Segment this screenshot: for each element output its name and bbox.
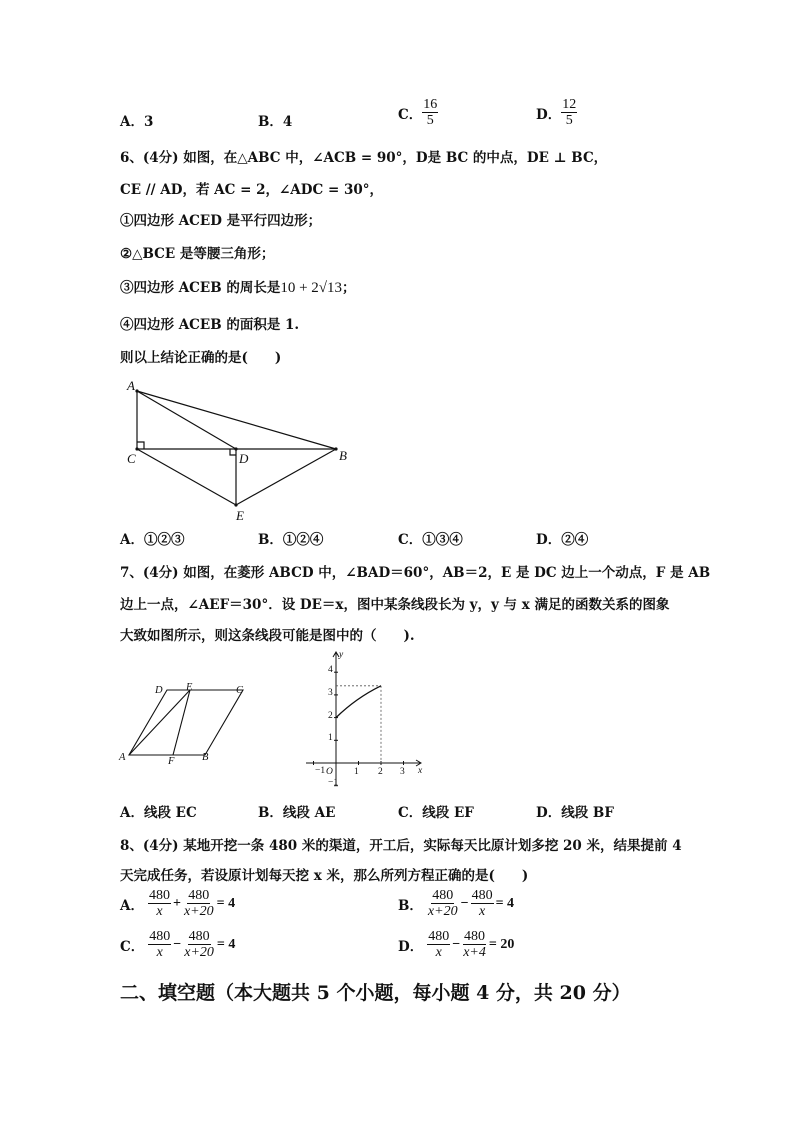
option-label: D． bbox=[536, 106, 562, 123]
point-label-d: D bbox=[239, 451, 249, 466]
option-value: ①②④ bbox=[282, 532, 324, 548]
q6-statement-3 bbox=[120, 276, 356, 297]
option-value: 线段 BF bbox=[561, 805, 614, 821]
option-label: B． bbox=[258, 532, 283, 548]
option-value: 3 bbox=[143, 114, 154, 130]
q7-option-b bbox=[258, 801, 335, 821]
operator: − bbox=[173, 936, 182, 952]
point-label-a: A bbox=[119, 752, 126, 763]
x-tick-label: 2 bbox=[378, 767, 383, 777]
x-tick-label: −1 bbox=[315, 766, 326, 776]
option-label: C． bbox=[120, 938, 145, 955]
denominator: 5 bbox=[565, 113, 573, 128]
option-value: ②④ bbox=[561, 532, 589, 548]
option-label: C． bbox=[398, 532, 423, 548]
q7-rhombus-figure bbox=[115, 680, 255, 770]
rhs: = 4 bbox=[495, 895, 515, 911]
y-tick-label: 4 bbox=[328, 665, 333, 675]
fraction bbox=[561, 97, 577, 128]
y-tick-label: −1 bbox=[328, 778, 339, 788]
q6-question: 则以上结论正确的是( ) bbox=[120, 350, 282, 366]
point-label-b: B bbox=[202, 752, 209, 763]
option-label: B． bbox=[398, 897, 423, 914]
point-label-b: B bbox=[339, 448, 347, 463]
numerator: 480 bbox=[471, 888, 493, 903]
numerator: 12 bbox=[562, 97, 577, 112]
q5-option-a bbox=[120, 110, 153, 130]
option-label: B． bbox=[258, 114, 283, 130]
numerator: 480 bbox=[188, 888, 210, 903]
option-value: 4 bbox=[282, 114, 293, 130]
y-tick-label: 1 bbox=[328, 733, 333, 743]
point-label-a: A bbox=[127, 378, 135, 393]
q8-option-d bbox=[398, 929, 514, 960]
option-label: D． bbox=[536, 532, 562, 548]
rhs: = 4 bbox=[216, 895, 236, 911]
q6-option-a bbox=[120, 528, 184, 548]
point-label-c: C bbox=[127, 451, 136, 466]
q8-option-c bbox=[120, 929, 235, 960]
numerator: 16 bbox=[423, 97, 438, 112]
denominator: x bbox=[156, 904, 163, 919]
point-label-e: E bbox=[186, 682, 193, 693]
y-axis-label: y bbox=[339, 650, 344, 660]
q8-option-b bbox=[398, 888, 514, 919]
option-label: A． bbox=[120, 532, 144, 548]
q6-statement-1: ①四边形 ACED 是平行四边形； bbox=[120, 213, 322, 229]
option-label: A． bbox=[120, 897, 144, 914]
function-curve bbox=[336, 686, 381, 718]
denominator: x+4 bbox=[463, 945, 486, 960]
q7-stem-line2: 边上一点，∠AEF＝30°．设 DE＝x，图中某条线段长为 y，y 与 x 满足的函数关系的图象 bbox=[120, 597, 670, 613]
equation bbox=[148, 929, 235, 960]
numerator: 480 bbox=[188, 929, 210, 944]
q7-option-c bbox=[398, 801, 474, 821]
denominator: x+20 bbox=[183, 904, 214, 919]
denominator: x bbox=[478, 904, 486, 919]
rhs: = 4 bbox=[216, 936, 236, 952]
x-tick-label: 3 bbox=[400, 767, 405, 777]
option-label: A． bbox=[120, 114, 144, 130]
q7-option-d bbox=[536, 801, 614, 821]
rhombus-abcd bbox=[129, 690, 243, 755]
origin-label: O bbox=[326, 767, 333, 777]
q6-statement-4: ④四边形 ACEB 的面积是 1. bbox=[120, 317, 300, 333]
q8-stem-line2: 天完成任务，若设原计划每天挖 x 米，那么所列方程正确的是( ) bbox=[120, 868, 529, 884]
segment-eb bbox=[236, 449, 336, 505]
equation bbox=[427, 929, 514, 960]
point-label-f: F bbox=[168, 756, 175, 767]
point-label-c: C bbox=[236, 685, 244, 696]
denominator: x bbox=[435, 945, 442, 960]
numerator: 480 bbox=[428, 929, 450, 944]
segment-ab bbox=[137, 391, 336, 449]
q8-stem-line1: 8、(4分) 某地开挖一条 480 米的渠道，开工后，实际每天比原计划多挖 20 米，结果提前 4 bbox=[120, 838, 682, 854]
option-label: D． bbox=[536, 805, 562, 821]
q7-stem-line3: 大致如图所示，则这条线段可能是图中的（ ). bbox=[120, 628, 415, 644]
q6-figure bbox=[118, 375, 358, 525]
q7-function-graph bbox=[300, 648, 430, 790]
option-label: D． bbox=[398, 938, 424, 955]
q5-option-c bbox=[398, 97, 438, 128]
equation bbox=[148, 888, 235, 919]
option-label: C． bbox=[398, 805, 423, 821]
denominator: x+20 bbox=[184, 945, 214, 960]
x-axis-label: x bbox=[418, 766, 423, 776]
y-tick-label: 3 bbox=[328, 688, 333, 698]
numerator: 480 bbox=[464, 929, 486, 944]
point-label-e: E bbox=[236, 508, 244, 523]
denominator: 5 bbox=[426, 113, 434, 128]
option-label: B． bbox=[258, 805, 283, 821]
option-value: ①②③ bbox=[143, 532, 185, 548]
q8-option-a bbox=[120, 888, 235, 919]
operator: + bbox=[172, 895, 181, 911]
numerator: 480 bbox=[432, 888, 454, 903]
q7-stem-line1: 7、(4分) 如图，在菱形 ABCD 中，∠BAD＝60°，AB＝2，E 是 DC 边上一个动点，F 是 AB bbox=[120, 565, 711, 581]
section-heading-fill-in-blank: 二、填空题（本大题共 5 个小题，每小题 4 分，共 20 分） bbox=[120, 982, 631, 1004]
q5-option-b bbox=[258, 110, 292, 130]
q6-statement-2: ②△BCE 是等腰三角形； bbox=[120, 246, 275, 262]
point-label-d: D bbox=[155, 685, 163, 696]
q6-option-b bbox=[258, 528, 323, 548]
segment-ce bbox=[137, 449, 236, 505]
statement-text: ③四边形 ACEB 的周长是 bbox=[120, 280, 281, 296]
q5-option-d bbox=[536, 97, 577, 128]
q6-stem-line1: 6、(4分) 如图，在△ABC 中，∠ACB = 90°，D是 BC 的中点，DE ⊥ BC， bbox=[120, 150, 608, 166]
segment-ae bbox=[129, 690, 190, 755]
perimeter-expression: 10 + 2√13 bbox=[280, 280, 343, 296]
rhs: = 20 bbox=[488, 936, 515, 952]
option-value: 线段 EC bbox=[143, 805, 197, 821]
y-tick-label: 2 bbox=[328, 711, 333, 721]
q6-option-d bbox=[536, 528, 588, 548]
q7-option-a bbox=[120, 801, 197, 821]
option-label: C． bbox=[398, 106, 423, 123]
option-value: ①③④ bbox=[422, 532, 463, 548]
q6-stem-line2: CE // AD，若 AC = 2，∠ADC = 30°， bbox=[120, 182, 383, 198]
fraction bbox=[422, 97, 438, 128]
x-tick-label: 1 bbox=[354, 767, 359, 777]
denominator: x+20 bbox=[427, 904, 458, 919]
option-label: A． bbox=[120, 805, 144, 821]
denominator: x bbox=[156, 945, 163, 960]
numerator: 480 bbox=[148, 888, 170, 903]
option-value: 线段 EF bbox=[422, 805, 474, 821]
option-value: 线段 AE bbox=[282, 805, 336, 821]
operator: − bbox=[452, 936, 461, 952]
q6-option-c bbox=[398, 528, 463, 548]
numerator: 480 bbox=[149, 929, 171, 944]
operator: − bbox=[460, 895, 469, 911]
statement-punct: ； bbox=[342, 280, 356, 296]
segment-ad bbox=[137, 391, 236, 449]
equation bbox=[427, 888, 514, 919]
